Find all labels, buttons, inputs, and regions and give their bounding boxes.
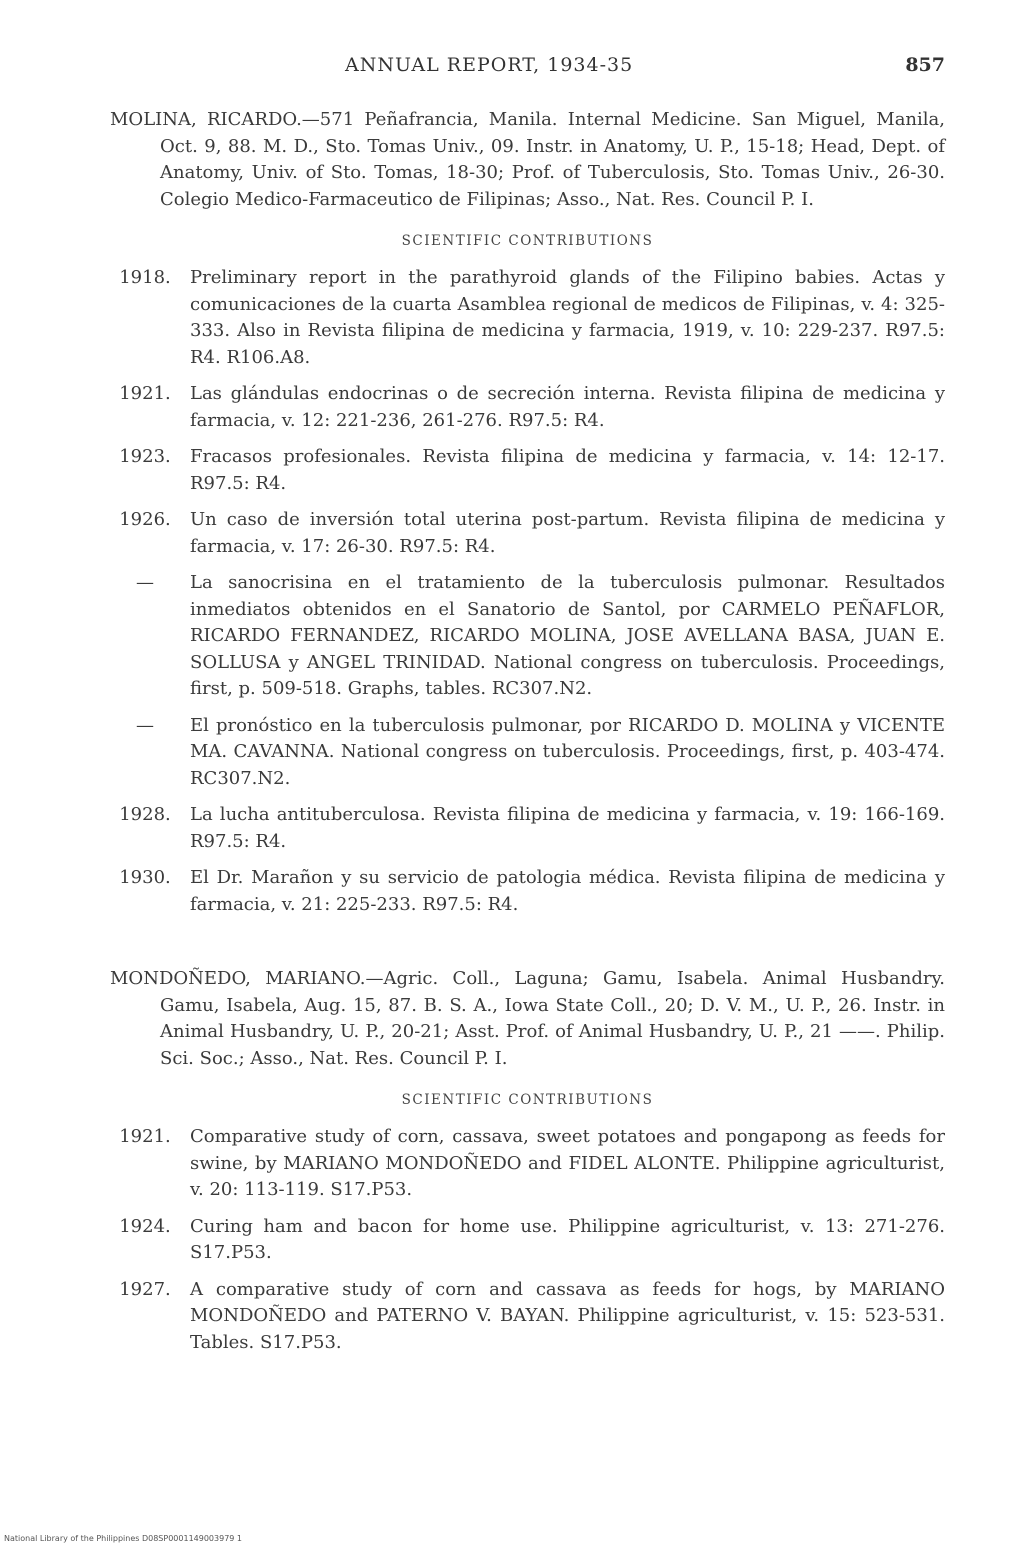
- contribution-item: [110, 265, 945, 371]
- contribution-text: Curing ham and bacon for home use. Philippine agriculturist, v. 13: 271-276. S17.P53.: [190, 1215, 945, 1263]
- contribution-item: [110, 802, 945, 855]
- section-heading: SCIENTIFIC CONTRIBUTIONS: [401, 233, 654, 249]
- contribution-year: 1928.: [119, 804, 171, 825]
- contribution-text: Un caso de inversión total uterina post-partum. Revista filipina de medicina y farmacia, v. 17: 26-30. R97.5: R4.: [190, 509, 945, 557]
- contribution-year: 1927.: [119, 1278, 171, 1300]
- contribution-year: 1918.: [119, 267, 171, 288]
- contribution-text: El Dr. Marañon y su servicio de patologia médica. Revista filipina de medicina y farmacia, v. 21: 225-233. R97.5: R4.: [190, 867, 945, 915]
- entry-bio: MONDOÑEDO, MARIANO.—Agric. Coll., Laguna; Gamu, Isabela. Animal Husbandry. Gamu, Isabela, Aug. 15, 87. B. S. A., Iowa State Coll., 20; D. V. M., U. P., 26. Instr. in Animal Husbandry, U. P., 20-21; Asst. Prof. of Animal Husbandry, U. P., 21 ——. Philip. Sci. Soc.; Asso., Nat. Res. Council P. I.: [110, 968, 945, 1069]
- contribution-text: Preliminary report in the parathyroid glands of the Filipino babies. Actas y comunicaciones de la cuarta Asamblea regional de medicos de Filipinas, v. 4: 325-333. Also in Revista filipina de medicina y farmacia, 1919, v. 10: 229-237. R97.5: R4. R106.A8.: [190, 267, 945, 368]
- contribution-item: [110, 507, 945, 560]
- contribution-year: 1921.: [119, 1126, 171, 1147]
- contribution-year: 1924.: [119, 1215, 171, 1237]
- contribution-text: Fracasos profesionales. Revista filipina de medicina y farmacia, v. 14: 12-17. R97.5: R4.: [190, 446, 945, 494]
- contribution-item: [110, 444, 945, 497]
- contribution-item: [110, 713, 945, 793]
- contribution-item: [110, 570, 945, 703]
- contribution-year: 1930.: [119, 867, 171, 888]
- contribution-item: [110, 1124, 945, 1204]
- contribution-text: La sanocrisina en el tratamiento de la tuberculosis pulmonar. Resultados inmediatos obtenidos en el Sanatorio de Santol, por CARMELO PEÑAFLOR, RICARDO FERNANDEZ, RICARDO MOLINA, JOSE AVELLANA BASA, JUAN E. SOLLUSA y ANGEL TRINIDAD. National congress on tuberculosis. Proceedings, first, p. 509-518. Graphs, tables. RC307.N2.: [190, 572, 945, 699]
- entry-mondonedo: [110, 966, 945, 1366]
- contribution-item: [110, 1214, 945, 1267]
- entry-bio: MOLINA, RICARDO.—571 Peñafrancia, Manila. Internal Medicine. San Miguel, Manila, Oct. 9, 88. M. D., Sto. Tomas Univ., 09. Instr. in Anatomy, U. P., 15-18; Head, Dept. of Anatomy, Univ. of Sto. Tomas, 18-30; Prof. of Tuberculosis, Sto. Tomas Univ., 26-30. Colegio Medico-Farmaceutico de Filipinas; Asso., Nat. Res. Council P. I.: [110, 109, 945, 210]
- section-heading: SCIENTIFIC CONTRIBUTIONS: [401, 1092, 654, 1108]
- contribution-year: —: [136, 572, 154, 593]
- page-header: [110, 54, 945, 82]
- footer-note: National Library of the Philippines D08SP0001149003979 1: [4, 1534, 243, 1543]
- contribution-item: [110, 1277, 945, 1357]
- contribution-year: 1921.: [119, 383, 171, 404]
- contribution-year: 1923.: [119, 446, 171, 467]
- contribution-text: Comparative study of corn, cassava, sweet potatoes and pongapong as feeds for swine, by MARIANO MONDOÑEDO and FIDEL ALONTE. Philippine agriculturist, v. 20: 113-119. S17.P53.: [190, 1126, 945, 1200]
- contribution-item: [110, 381, 945, 434]
- contribution-year: —: [136, 714, 154, 736]
- contribution-text: Las glándulas endocrinas o de secreción interna. Revista filipina de medicina y farmacia, v. 12: 221-236, 261-276. R97.5: R4.: [190, 383, 945, 431]
- contribution-item: [110, 865, 945, 918]
- contribution-text: El pronóstico en la tuberculosis pulmonar, por RICARDO D. MOLINA y VICENTE MA. CAVANNA. National congress on tuberculosis. Proceedings, first, p. 403-474. RC307.N2.: [190, 714, 945, 789]
- entry-molina: [110, 107, 945, 928]
- page-number: 857: [905, 54, 945, 76]
- contribution-year: 1926.: [119, 509, 171, 530]
- contribution-text: A comparative study of corn and cassava as feeds for hogs, by MARIANO MONDOÑEDO and PATERNO V. BAYAN. Philippine agriculturist, v. 15: 523-531. Tables. S17.P53.: [190, 1278, 945, 1353]
- contribution-text: La lucha antituberculosa. Revista filipina de medicina y farmacia, v. 19: 166-169. R97.5: R4.: [190, 804, 945, 852]
- running-title: ANNUAL REPORT, 1934-35: [345, 54, 634, 76]
